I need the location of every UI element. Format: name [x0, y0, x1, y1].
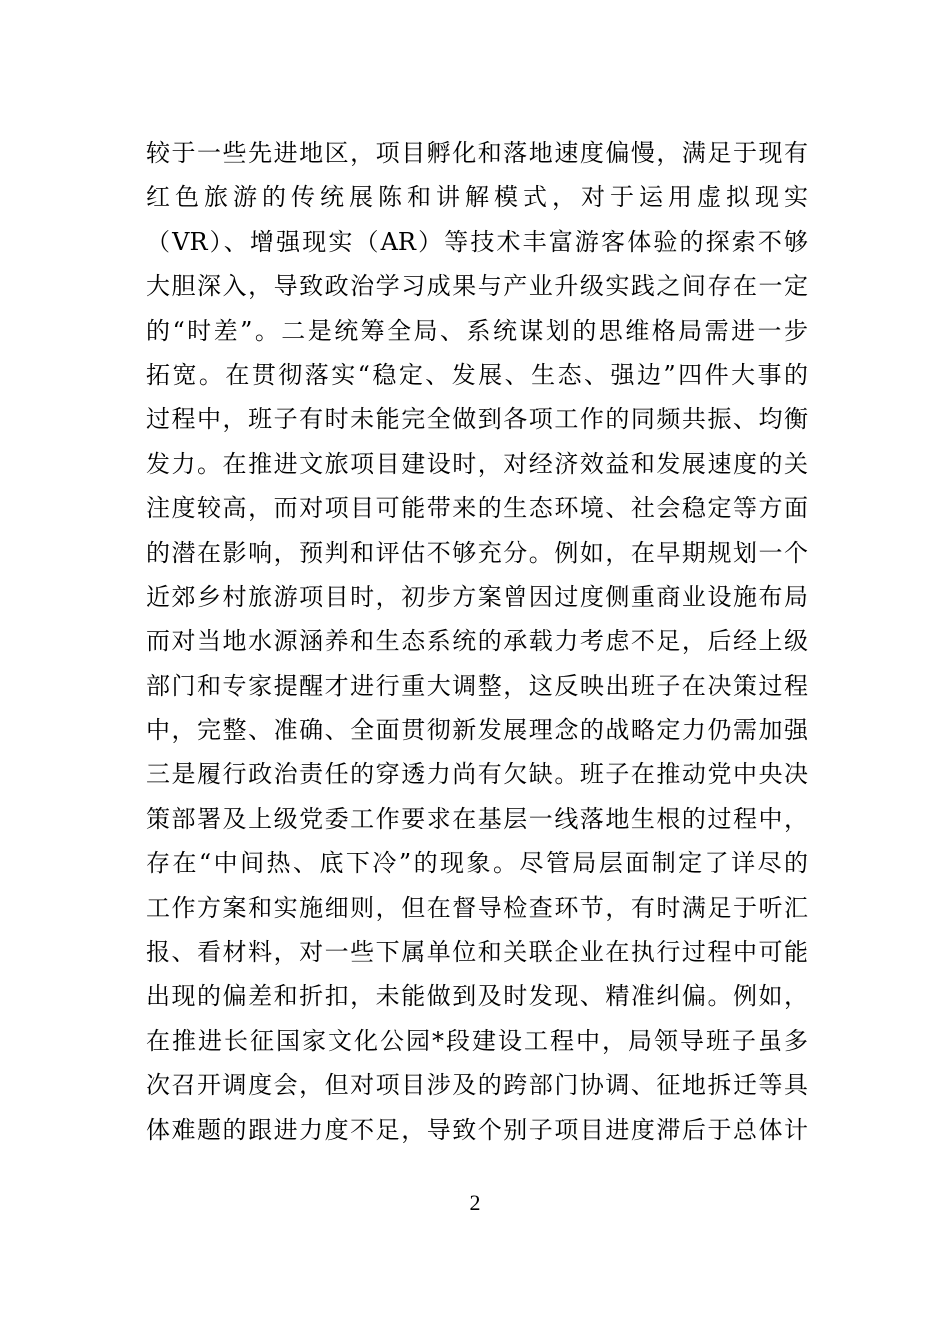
text-line: （VR）、增强现实（AR）等技术丰富游客体验的探索不够 — [146, 227, 808, 256]
text-line: 红色旅游的传统展陈和讲解模式，对于运用虚拟现实 — [146, 183, 808, 212]
text-line: 次召开调度会，但对项目涉及的跨部门协调、征地拆迁等具 — [146, 1071, 808, 1100]
text-line: 在推进长征国家文化公园*段建设工程中，局领导班子虽多 — [146, 1026, 808, 1055]
page-number: 2 — [469, 1190, 481, 1215]
text-line: 的潜在影响，预判和评估不够充分。例如，在早期规划一个 — [146, 538, 808, 567]
text-line: 体难题的跟进力度不足，导致个别子项目进度滞后于总体计 — [146, 1115, 808, 1144]
text-line: 近郊乡村旅游项目时，初步方案曾因过度侧重商业设施布局 — [146, 582, 808, 611]
text-line: 存在“中间热、底下冷”的现象。尽管局层面制定了详尽的 — [146, 849, 808, 878]
text-line: 中，完整、准确、全面贯彻新发展理念的战略定力仍需加强 — [146, 716, 808, 745]
text-line: 过程中，班子有时未能完全做到各项工作的同频共振、均衡 — [146, 405, 808, 434]
text-line: 而对当地水源涵养和生态系统的承载力考虑不足，后经上级 — [146, 627, 808, 656]
text-line: 三是履行政治责任的穿透力尚有欠缺。班子在推动党中央决 — [146, 760, 808, 789]
text-line: 的“时差”。二是统筹全局、系统谋划的思维格局需进一步 — [146, 316, 808, 345]
text-line: 策部署及上级党委工作要求在基层一线落地生根的过程中， — [146, 804, 808, 833]
text-line: 发力。在推进文旅项目建设时，对经济效益和发展速度的关 — [146, 449, 808, 478]
text-line: 工作方案和实施细则，但在督导检查环节，有时满足于听汇 — [146, 893, 808, 922]
text-line: 报、看材料，对一些下属单位和关联企业在执行过程中可能 — [146, 938, 808, 967]
text-line: 较于一些先进地区，项目孵化和落地速度偏慢，满足于现有 — [146, 139, 808, 167]
text-line: 出现的偏差和折扣，未能做到及时发现、精准纠偏。例如， — [146, 982, 808, 1011]
body-text — [146, 131, 808, 1152]
text-line: 大胆深入，导致政治学习成果与产业升级实践之间存在一定 — [146, 272, 808, 301]
text-line: 拓宽。在贯彻落实“稳定、发展、生态、强边”四件大事的 — [146, 360, 808, 389]
text-line: 注度较高，而对项目可能带来的生态环境、社会稳定等方面 — [146, 494, 808, 523]
text-line: 部门和专家提醒才进行重大调整，这反映出班子在决策过程 — [146, 671, 808, 700]
